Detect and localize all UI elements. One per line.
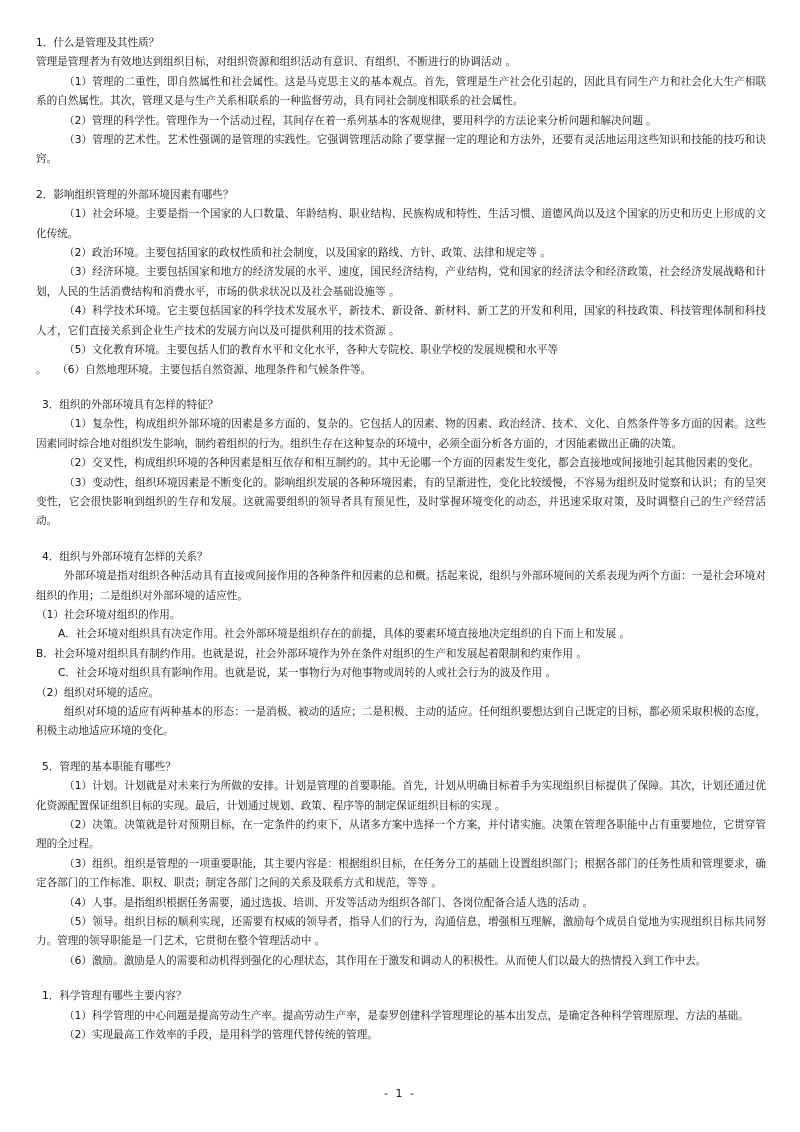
paragraph: （2）决策。决策就是针对预期目标，在一定条件的约束下，从诸多方案中选择一个方案，并付诸实施。决策在管理各职能中占有重要地位，它贯穿管理的全过程。 [36,819,766,851]
paragraph: （2）管理的科学性。管理作为一个活动过程，其间存在着一系列基本的客观规律，要用科学的方法论来分析问题和解决问题 。 [64,114,657,127]
paragraph: （2）实现最高工作效率的手段，是用科学的管理代替传统的管理。 [64,1029,378,1042]
paragraph: （3）经济环境。主要包括国家和地方的经济发展的水平、速度，国民经济结构，产业结构，党和国家的经济法令和经济政策，社会经济发展战略和计划，人民的生活消费结构和消费水平，市场的供求状况以及社会基础设施等 。 [36,266,766,298]
paragraph: （1）管理的二重性，即自然属性和社会属性。这是马克思主义的基本观点。首先，管理是生产社会化引起的，因此具有同生产力和社会化大生产相联系的自然属性。其次，管理又是与生产关系相联系的一种监督劳动，具有同社会制度相联系的社会属性。 [36,75,766,108]
document-body [36,34,766,1046]
paragraph: 组织对环境的适应有两种基本的形态：一是消极、被动的适应；二是积极、主动的适应。任何组织要想达到自己既定的目标，都必须采取积极的态度，积极主动地适应环境的变化。 [36,706,766,738]
paragraph: 。 （6）自然地理环境。主要包括自然资源、地理条件和气候条件等。 [36,363,372,376]
paragraph: （2）组织对环境的适应。 [36,686,160,699]
paragraph: A．社会环境对组织具有决定作用。社会外部环境是组织存在的前提，具体的要素环境直接地决定组织的自下而上和发展 。 [58,628,631,641]
paragraph: （2）交叉性，构成组织环境的各种因素是相互依存和相互制约的。其中无论哪一个方面的因素发生变化，都会直接地或间接地引起其他因素的变化。 [64,457,760,470]
paragraph: C．社会环境对组织具有影响作用。也就是说，某一事物行为对他事物或周转的人或社会行为的波及作用 。 [58,667,557,680]
question-heading: 1．什么是管理及其性质？ [36,37,160,49]
paragraph: （4）人事。是指组织根据任务需要，通过选拔、培训、开发等活动为组织各部门、各岗位配备合适人选的活动 。 [64,896,594,909]
paragraph: （3）变动性，组织环境因素是不断变化的。影响组织发展的各种环境因素，有的呈渐进性，变化比较缓慢，不容易为组织及时觉察和认识；有的呈突变性，它会很快影响到组织的生存和发展。这就需要组织的领导者具有预见性，及时掌握环境变化的动态，并迅速采取对策，及时调整自己的生产经营活动。 [36,476,766,528]
paragraph: （6）激励。激励是人的需要和动机得到强化的心理状态，其作用在于激发和调动人的积极性。从而使人们以最大的热情投入到工作中去。 [64,954,707,967]
paragraph: （1）科学管理的中心问题是提高劳动生产率。提高劳动生产率，是泰罗创建科学管理理论的基本出发点，是确定各种科学管理原理、方法的基础。 [64,1009,749,1022]
section-environment-features [36,396,766,532]
paragraph: （1）计划。计划就是对未来行为所做的安排。计划是管理的首要职能。首先，计划从明确目标着手为实现组织目标提供了保障。其次，计划还通过优化资源配置保证组织目标的实现。最后，计划通过规划、政策、程序等的制定保证组织目标的实现 。 [36,780,766,812]
paragraph: B．社会环境对组织具有制约作用。也就是说，社会外部环境作为外在条件对组织的生产和发展起着限制和约束作用 。 [36,647,587,660]
paragraph: （3）组织。组织是管理的一项重要职能，其主要内容是：根据组织目标，在任务分工的基础上设置组织部门；根据各部门的任务性质和管理要求，确定各部门的工作标准、职权、职责；制定各部门之间的关系及联系方式和规范，等等 。 [36,857,766,890]
section-scientific-management [36,987,766,1045]
question-heading: 2．影响组织管理的外部环境因素有哪些？ [36,188,234,201]
paragraph: 外部环境是指对组织各种活动具有直接或间接作用的各种条件和因素的总和概。括起来说，组织与外部环境间的关系表现为两个方面：一是社会环境对组织的作用；二是组织对外部环境的适应性。 [36,570,766,602]
question-heading: 1．科学管理有哪些主要内容？ [42,990,187,1003]
paragraph: （4）科学技术环境。它主要包括国家的科学技术发展水平，新技术、新设备、新材料、新工艺的开发和利用，国家的科技政策、科技管理体制和科技人才，它们直接关系到企业生产技术的发展方向以及可提供利用的技术资源 。 [36,305,766,337]
paragraph: （1）社会环境对组织的作用。 [36,608,181,621]
paragraph: （5）文化教育环境。主要包括人们的教育水平和文化水平，各种大专院校、职业学校的发展规模和水平等 [64,344,559,357]
section-org-environment-relation [36,548,766,742]
paragraph: （1）社会环境。主要是指一个国家的人口数量、年龄结构、职业结构、民族构成和特性、生活习惯、道德风尚以及这个国家的历史和历史上形成的文化传统。 [36,208,766,240]
paragraph: （1）复杂性，构成组织外部环境的因素是多方面的、复杂的。它包括人的因素、物的因素、政治经济、技术、文化、自然条件等多方面的因素。这些因素同时综合地对组织发生影响，制约着组织的行为。组织生存在这种复杂的环境中，必须全面分析各方面的，才因能素做出正确的决策。 [36,418,766,450]
section-management-nature [36,34,766,170]
question-heading: 3．组织的外部环境具有怎样的特征？ [42,398,219,411]
section-management-functions [36,758,766,971]
paragraph: （2）政治环境。主要包括国家的政权性质和社会制度，以及国家的路线、方针、政策、法律和规定等 。 [64,247,551,260]
page-number: - 1 - [384,1087,416,1100]
paragraph: （3）管理的艺术性。艺术性强调的是管理的实践性。它强调管理活动除了要掌握一定的理论和方法外，还要有灵活地运用这些知识和技能的技巧和诀窍。 [36,134,766,166]
paragraph: 管理是管理者为有效地达到组织目标，对组织资源和组织活动有意识、有组织、不断进行的协调活动 。 [36,56,517,69]
paragraph: （5）领导。组织目标的顺利实现，还需要有权威的领导者，指导人们的行为，沟通信息，增强相互理解，激励每个成员自觉地为实现组织目标共同努力。管理的领导职能是一门艺术，它贯彻在整个管理活动中 。 [36,916,766,948]
section-external-factors [36,186,766,380]
question-heading: 5．管理的基本职能有哪些？ [42,760,176,773]
question-heading: 4．组织与外部环境有怎样的关系？ [42,550,208,563]
